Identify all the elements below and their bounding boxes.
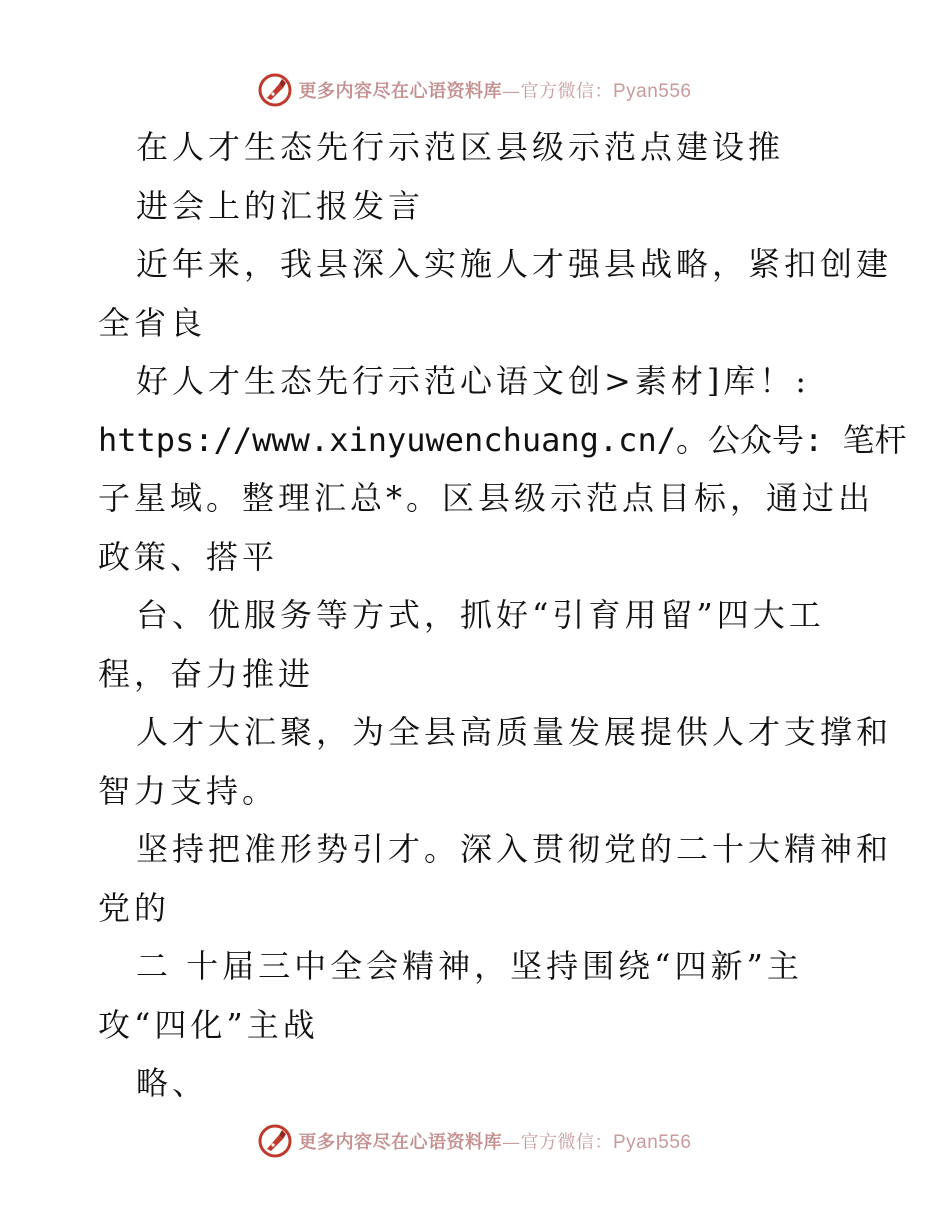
- body-line: 近年来，我县深入实施人才强县战略，紧扣创建: [136, 245, 893, 283]
- header-banner-id: Pyan556: [612, 81, 692, 102]
- body-line: 智力支持。: [98, 771, 279, 810]
- body-line: 政策、搭平: [98, 537, 279, 576]
- pen-nib-logo-icon: [258, 73, 292, 107]
- header-banner-main: 更多内容尽在心语资料库: [298, 81, 502, 102]
- header-banner-inner: [258, 73, 691, 107]
- header-banner-text: [298, 77, 691, 103]
- footer-banner: [0, 1121, 950, 1161]
- document-body: [98, 118, 907, 1113]
- title-line-1: 在人才生态先行示范区县级示范点建设推: [136, 128, 785, 166]
- body-line: 攻“四化”主战: [98, 1005, 319, 1044]
- body-line: 好人才生态先行示范心语文创>素材]库！:: [136, 362, 811, 400]
- body-line: 程，奋力推进: [98, 654, 315, 693]
- body-line: 全省良: [98, 303, 207, 342]
- body-line: 党的: [98, 888, 171, 927]
- footer-banner-wechat: 官方微信：: [520, 1132, 613, 1153]
- footer-banner-sep: —: [501, 1132, 521, 1153]
- body-line: 略、: [136, 1064, 209, 1102]
- pen-nib-logo-icon: [258, 1124, 292, 1158]
- header-banner-sep: —: [501, 81, 521, 102]
- footer-banner-main: 更多内容尽在心语资料库: [298, 1132, 502, 1153]
- body-line: 坚持把准形势引才。深入贯彻党的二十大精神和: [136, 830, 893, 868]
- body-line: 人才大汇聚，为全县高质量发展提供人才支撑和: [136, 713, 893, 751]
- title-line-2: 进会上的汇报发言: [136, 186, 425, 225]
- body-line: 子星域。整理汇总*。区县级示范点目标，通过出: [98, 479, 875, 517]
- header-banner-wechat: 官方微信：: [520, 81, 613, 102]
- footer-banner-id: Pyan556: [612, 1132, 692, 1153]
- footer-banner-text: [298, 1128, 691, 1154]
- body-line: 二 十届三中全会精神，坚持围绕“四新”主: [136, 947, 803, 985]
- footer-banner-inner: [258, 1124, 691, 1158]
- header-banner: [0, 70, 950, 110]
- body-line-url: https://www.xinyuwenchuang.cn/。公众号: 笔杆: [98, 420, 907, 459]
- body-line: 台、优服务等方式，抓好“引育用留”四大工: [136, 596, 825, 634]
